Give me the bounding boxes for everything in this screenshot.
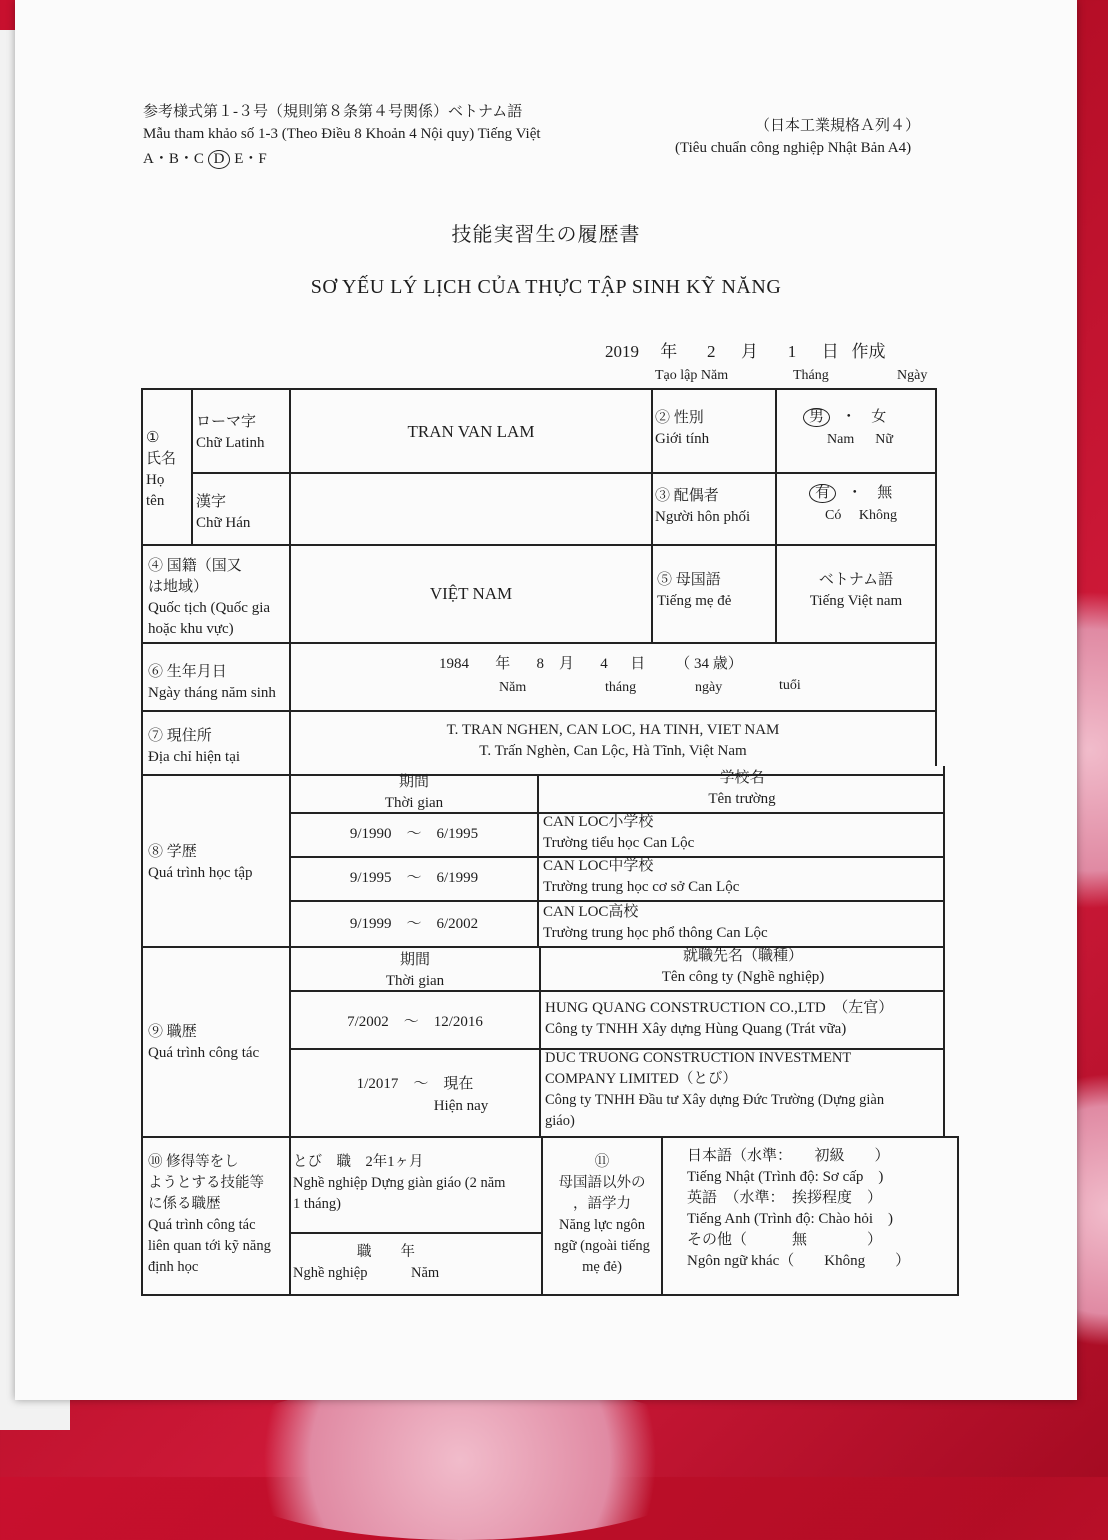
nationality-value: VIỆT NAM	[429, 584, 513, 603]
skills-job2	[293, 1242, 439, 1284]
spouse-yes-selected: 有	[809, 484, 836, 503]
table-border	[141, 388, 935, 390]
address-line2: T. Trấn Nghèn, Can Lộc, Hà Tĩnh, Việt Nam	[479, 743, 747, 759]
mother-tongue-label	[657, 570, 731, 612]
education-school-name-vn: Trường trung học phổ thông Can Lộc	[543, 925, 768, 941]
education-row-school	[543, 902, 768, 944]
date-label-day: Ngày	[897, 368, 928, 383]
birth-day-kanji: 日	[630, 656, 646, 672]
address-label	[148, 726, 240, 768]
work-row-company	[545, 998, 893, 1040]
birth-label-vn: Ngày tháng năm sinh	[148, 685, 276, 701]
mother-tongue-label-vn: Tiếng mẹ đẻ	[657, 593, 732, 609]
latin-name-value: TRAN VAN LAM	[407, 422, 535, 441]
birth-year-kanji: 年	[495, 656, 511, 672]
date-made: 作成	[851, 342, 886, 361]
work-company-line: giáo)	[545, 1113, 575, 1129]
work-company-jp: 就職先名（職種）	[682, 948, 803, 964]
work-label-jp: ⑨ 職歴	[148, 1024, 197, 1040]
table-line	[141, 544, 935, 546]
education-row-period: 9/1999 ～ 6/2002	[349, 916, 479, 932]
gender-label	[655, 408, 709, 450]
skills-label-line: định học	[148, 1259, 199, 1275]
work-company-line: DUC TRUONG CONSTRUCTION INVESTMENT	[545, 1050, 852, 1066]
jis-standard-vn: (Tiêu chuẩn công nghiệp Nhật Bản A4)	[675, 140, 912, 156]
birth-month-kanji: 月	[559, 656, 575, 672]
work-company-line: Công ty TNHH Đầu tư Xây dựng Đức Trường (Dựng giàn	[545, 1092, 885, 1108]
date-day-kanji: 日	[821, 342, 839, 361]
language-japanese-vn: Tiếng Nhật (Trình độ: Sơ cấp )	[687, 1169, 884, 1185]
education-school-name-vn: Trường trung học cơ sở Can Lộc	[543, 879, 740, 895]
latin-label	[196, 412, 265, 454]
skills-label-line: ようとする技能等	[148, 1175, 264, 1191]
title-jp: 技能実習生の履歴書	[451, 224, 641, 246]
mother-tongue-value	[777, 570, 935, 612]
education-row-period: 9/1995 ～ 6/1999	[349, 870, 479, 886]
table-line	[289, 388, 291, 1148]
mother-tongue-label-jp: ⑤ 母国語	[657, 572, 721, 588]
gender-options-jp	[803, 408, 886, 427]
date-month: 2	[707, 342, 716, 361]
gender-label-vn: Giới tính	[655, 431, 710, 447]
work-period-vn: Thời gian	[385, 973, 445, 989]
education-period-jp: 期間	[398, 774, 429, 790]
table-line	[141, 1136, 959, 1138]
language-other-vn: Ngôn ngữ khác（ Không ）	[687, 1253, 911, 1269]
work-company-vn: Tên công ty (Nghề nghiệp)	[661, 969, 825, 985]
skills-label-line: liên quan tới kỹ năng	[148, 1238, 271, 1254]
table-line	[191, 472, 935, 474]
work-row-period: 1/2017 ～ 現在	[356, 1076, 474, 1092]
table-line	[289, 1232, 541, 1234]
work-company-line: COMPANY LIMITED（とび）	[545, 1071, 737, 1087]
education-label-jp: ⑧ 学歴	[148, 844, 197, 860]
background-flower	[200, 1380, 720, 1540]
birth-year: 1984	[439, 656, 469, 672]
work-period-jp: 期間	[399, 952, 430, 968]
language-label-line: mẹ đẻ)	[582, 1259, 622, 1275]
spouse-yes-vn: Có	[825, 508, 842, 523]
spouse-no-vn: Không	[858, 508, 897, 523]
education-period-vn: Thời gian	[384, 795, 444, 811]
nationality-label-jp1: ④ 国籍（国又	[148, 558, 242, 574]
skills-label-line: Quá trình công tác	[148, 1217, 256, 1233]
birth-date-value	[439, 656, 743, 673]
education-row-school	[543, 856, 739, 898]
spouse-options-vn	[825, 508, 897, 524]
work-company-line: Công ty TNHH Xây dựng Hùng Quang (Trát vữa)	[545, 1021, 847, 1037]
nationality-label-vn2: hoặc khu vực)	[148, 621, 234, 637]
table-border	[957, 1136, 959, 1296]
skills-label-line: ⑩ 修得等をし	[148, 1154, 239, 1170]
education-school-name-vn: Trường tiểu học Can Lộc	[543, 835, 695, 851]
gender-options-vn	[827, 432, 893, 448]
table-line	[289, 1136, 291, 1296]
birth-month: 8	[536, 656, 545, 672]
language-levels	[687, 1146, 910, 1272]
language-other-jp: その他（ 無 ）	[687, 1232, 883, 1248]
work-row-company	[545, 1048, 884, 1132]
work-company-header	[541, 946, 945, 988]
education-row-period: 9/1990 ～ 6/1995	[349, 826, 479, 842]
skills-job1-jp: とび 職 2年1ヶ月	[293, 1154, 424, 1170]
education-school-header	[539, 768, 945, 810]
birth-month-vn: tháng	[605, 680, 637, 695]
work-row-period-vn: Hiện nay	[433, 1098, 489, 1114]
date-label-month: Tháng	[793, 368, 829, 383]
skills-job1-vn2: 1 tháng)	[293, 1196, 341, 1212]
mother-tongue-value-jp: ベトナム語	[818, 572, 894, 588]
table-line	[661, 1136, 663, 1296]
education-school-vn: Tên trường	[708, 791, 776, 807]
date-label-year: Tạo lập Năm	[655, 368, 729, 383]
creation-date	[605, 342, 886, 362]
gender-male-vn: Nam	[827, 432, 855, 447]
birth-label	[148, 662, 276, 704]
education-school-jp: 学校名	[719, 770, 765, 786]
gender-female-vn: Nữ	[875, 432, 893, 447]
spouse-no: 無	[877, 485, 893, 501]
spouse-label-vn: Người hôn phối	[655, 509, 751, 525]
gender-female: 女	[871, 409, 887, 425]
date-day: 1	[787, 342, 797, 361]
date-month-kanji: 月	[741, 342, 758, 361]
kanji-label-vn: Chữ Hán	[196, 515, 251, 531]
work-company-line: HUNG QUANG CONSTRUCTION CO.,LTD （左官）	[545, 1000, 894, 1016]
language-japanese-jp: 日本語（水準： 初級 ）	[687, 1148, 890, 1164]
language-label-line: 母国語以外の	[558, 1175, 646, 1191]
title-vn: SƠ YẾU LÝ LỊCH CỦA THỰC TẬP SINH KỸ NĂNG	[310, 276, 782, 298]
gender-label-jp: ② 性別	[655, 410, 704, 426]
table-border	[141, 1294, 959, 1296]
address-line1: T. TRAN NGHEN, CAN LOC, HA TINH, VIET NAM	[446, 722, 780, 738]
table-line	[141, 710, 935, 712]
table-border	[935, 388, 937, 766]
skills-job1	[293, 1152, 505, 1215]
language-label-line: ⑪	[594, 1154, 610, 1170]
kanji-label	[196, 492, 250, 534]
address-label-jp: ⑦ 現住所	[148, 728, 212, 744]
language-english-jp: 英語 （水準： 挨拶程度 ）	[687, 1190, 883, 1206]
spouse-separator: ・	[847, 485, 863, 501]
language-label-line: ，語学力	[573, 1196, 631, 1212]
education-school-name-jp: CAN LOC中学校	[543, 858, 654, 874]
gender-male-selected: 男	[803, 408, 830, 427]
education-school-name-jp: CAN LOC高校	[543, 904, 639, 920]
birth-label-jp: ⑥ 生年月日	[148, 664, 227, 680]
education-label	[148, 842, 253, 884]
table-line	[141, 642, 935, 644]
language-label-line: Năng lực ngôn	[559, 1217, 645, 1233]
date-year-kanji: 年	[660, 342, 678, 361]
birth-age-vn: tuổi	[779, 678, 801, 693]
skills-job1-vn1: Nghề nghiệp Dựng giàn giáo (2 năm	[293, 1175, 506, 1191]
nationality-label	[148, 556, 270, 640]
education-row-school	[543, 812, 694, 854]
kanji-label-jp: 漢字	[196, 494, 227, 510]
skills-label-line: に係る職歴	[148, 1196, 221, 1212]
birth-day: 4	[600, 656, 608, 672]
language-label-line: ngữ (ngoài tiếng	[554, 1238, 650, 1254]
birth-age: （ 34 歳）	[675, 656, 743, 672]
spouse-label	[655, 486, 750, 528]
skills-job2-jp: 職 年	[357, 1244, 415, 1260]
education-label-vn: Quá trình học tập	[148, 865, 253, 881]
work-row-period: 7/2002 ～ 12/2016	[347, 1014, 483, 1030]
education-school-name-jp: CAN LOC小学校	[543, 814, 654, 830]
name-section-text: ① 氏名 Họ tên	[146, 430, 177, 509]
jis-standard-jp: （日本工業規格Ａ列４）	[755, 118, 921, 134]
table-line	[191, 388, 193, 544]
form-type-left: A・B・C	[143, 151, 204, 167]
skills-job2-vn: Nghề nghiệp Năm	[293, 1265, 440, 1281]
address-label-vn: Địa chỉ hiện tại	[148, 749, 241, 765]
latin-label-vn: Chữ Latinh	[196, 435, 265, 451]
nationality-label-jp2: は地域）	[148, 579, 209, 595]
work-period-header	[291, 950, 539, 992]
birth-day-vn: ngày	[695, 680, 723, 695]
language-label	[543, 1152, 661, 1278]
date-year: 2019	[605, 342, 639, 361]
table-border	[141, 388, 143, 1296]
form-type-right: E・F	[234, 151, 267, 167]
form-reference-vn: Mẫu tham khảo số 1-3 (Theo Điều 8 Khoản 4 Nội quy) Tiếng Việt	[143, 126, 541, 142]
name-section-label	[146, 428, 176, 512]
resume-document	[15, 0, 1077, 1400]
language-english-vn: Tiếng Anh (Trình độ: Chào hỏi )	[687, 1211, 894, 1227]
work-label	[148, 1022, 259, 1064]
mother-tongue-value-vn: Tiếng Việt nam	[809, 593, 903, 609]
table-line	[651, 388, 653, 642]
address-value	[291, 720, 935, 762]
form-type-selected: D	[208, 150, 231, 169]
spouse-label-jp: ③ 配偶者	[655, 488, 719, 504]
latin-label-jp: ローマ字	[196, 414, 257, 430]
work-label-vn: Quá trình công tác	[148, 1045, 260, 1061]
education-period-header	[291, 772, 537, 814]
birth-year-vn: Năm	[499, 680, 527, 695]
spouse-options-jp	[809, 484, 892, 503]
nationality-label-vn1: Quốc tịch (Quốc gia	[148, 600, 271, 616]
skills-label	[148, 1152, 271, 1278]
form-reference-jp: 参考様式第１-３号（規則第８条第４号関係）ベトナム語	[143, 104, 523, 120]
gender-separator: ・	[841, 409, 857, 425]
form-type-selector	[143, 150, 267, 169]
